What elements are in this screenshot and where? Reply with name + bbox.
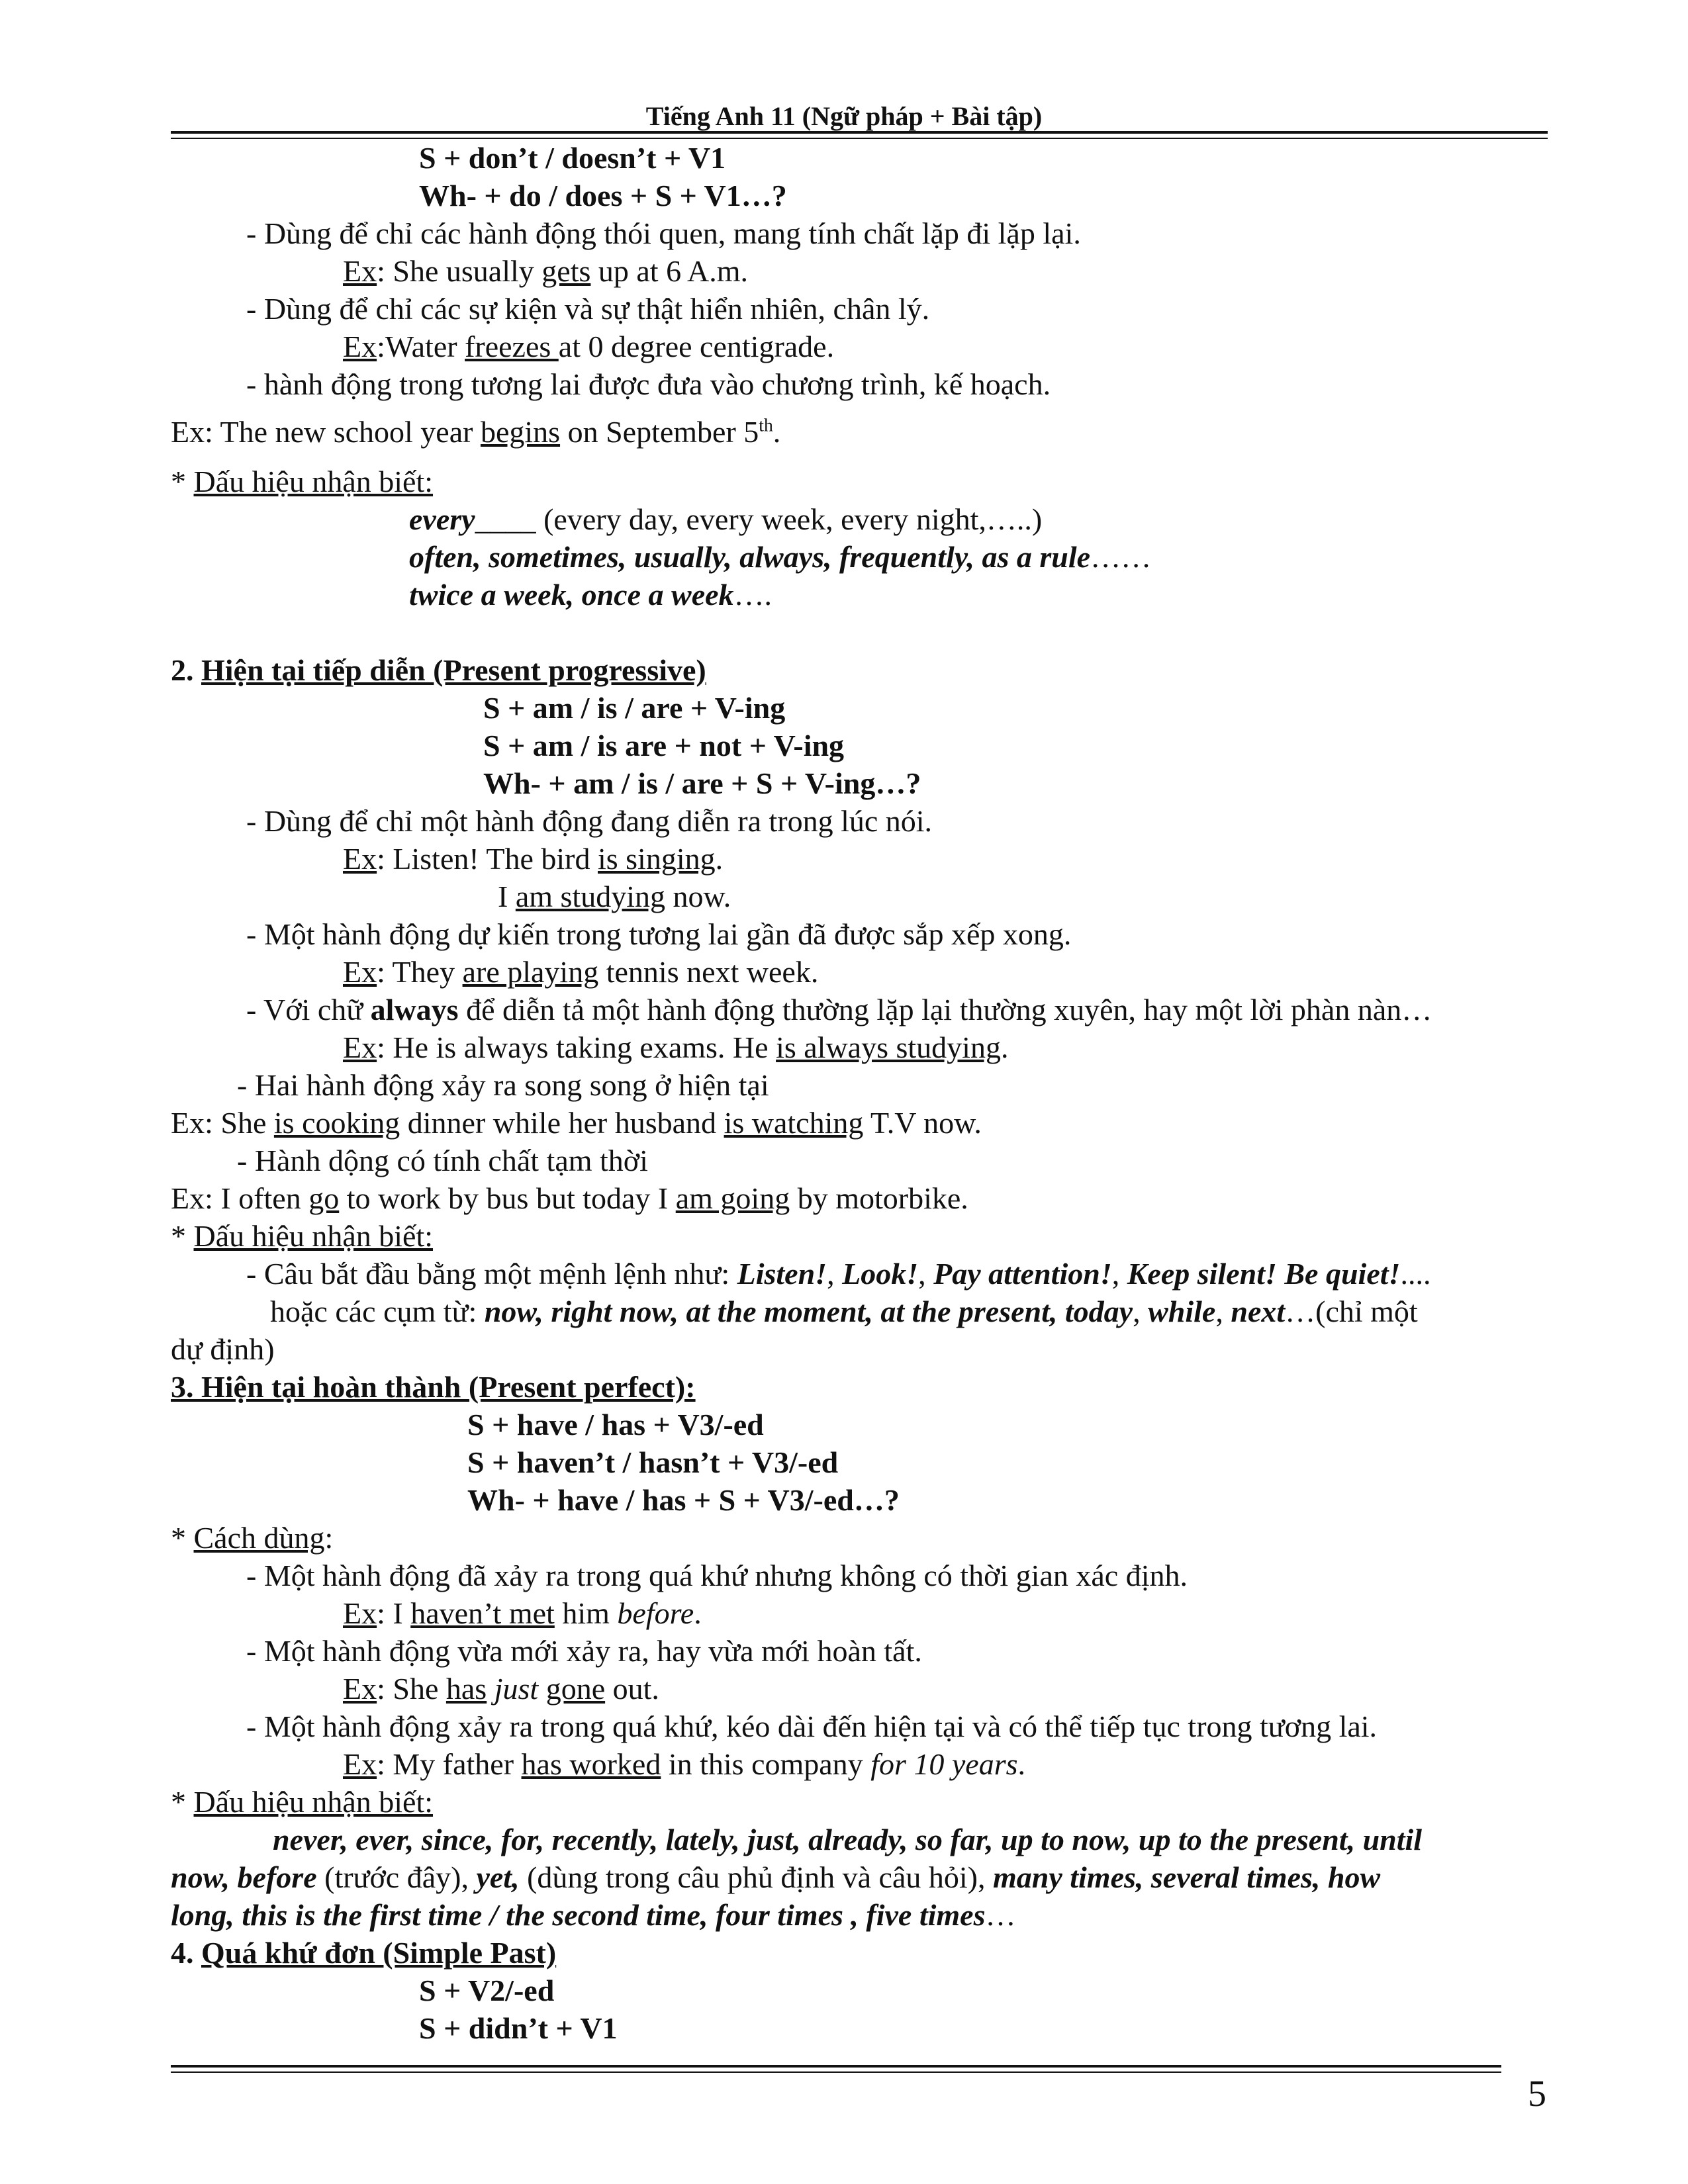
sign-line xyxy=(409,542,1151,572)
sign-line xyxy=(171,1900,1016,1931)
example-line xyxy=(343,1749,1025,1780)
sign-text: , xyxy=(827,1257,843,1291)
sign-keyword: Pay attention! xyxy=(933,1257,1112,1291)
usage-line: - Một hành động dự kiến trong tương lai gần đã được sắp xếp xong. xyxy=(246,917,1072,951)
sign-line xyxy=(409,504,1042,535)
example-verb: is watching xyxy=(724,1106,864,1140)
example-text: on September 5 xyxy=(560,415,759,449)
example-text: : I xyxy=(377,1596,411,1630)
example-text: :Water xyxy=(377,330,465,363)
signs-label: Dấu hiệu nhận biết: xyxy=(193,1785,434,1819)
sign-text: , xyxy=(1111,1257,1127,1291)
formula-question: Wh- + have / has + S + V3/-ed…? xyxy=(467,1483,900,1517)
superscript: th xyxy=(759,414,773,435)
sign-text: ____ (every day, every week, every night,…..) xyxy=(475,502,1043,536)
usage-keyword: always xyxy=(370,993,459,1026)
sign-text: - Câu bắt đầu bằng một mệnh lệnh như: xyxy=(246,1257,737,1291)
example-text: : She usually xyxy=(377,254,542,288)
section-title: 3. Hiện tại hoàn thành (Present perfect): xyxy=(171,1370,696,1404)
usage-line: - Dùng để chỉ một hành động đang diễn ra trong lúc nói. xyxy=(246,804,933,838)
footer-rule-thin xyxy=(171,2071,1501,2073)
usage-label: Cách dùng xyxy=(193,1521,325,1555)
example-text: to work by bus but today I xyxy=(339,1181,676,1215)
sign-keyword: while xyxy=(1148,1295,1216,1328)
example-text: tennis next week. xyxy=(598,955,819,989)
example-text: him xyxy=(554,1596,618,1630)
section-heading xyxy=(171,655,706,686)
example-text: : Listen! The bird xyxy=(377,842,598,876)
formula-negative: S + haven’t / hasn’t + V3/-ed xyxy=(467,1445,839,1479)
page-header: Tiếng Anh 11 (Ngữ pháp + Bài tập) xyxy=(645,101,1043,131)
sign-text: , xyxy=(1133,1295,1149,1328)
example-text: . xyxy=(715,842,724,876)
example-line xyxy=(343,1032,1008,1063)
header-rule xyxy=(171,131,1548,134)
sign-keyword: twice a week, once a week xyxy=(409,578,734,612)
usage-line: - Dùng để chỉ các sự kiện và sự thật hiển nhiên, chân lý. xyxy=(246,292,930,326)
example-label: Ex xyxy=(343,955,377,989)
usage-text: để diễn tả một hành động thường lặp lại thường xuyên, hay một lời phàn nàn… xyxy=(458,993,1432,1026)
example-line xyxy=(343,256,748,287)
example-verb: am going xyxy=(675,1181,790,1215)
sign-text: …… xyxy=(1090,540,1152,574)
example-text: T.V now. xyxy=(863,1106,982,1140)
usage-colon: : xyxy=(324,1521,334,1555)
example-label: Ex xyxy=(343,330,377,363)
signs-label: Dấu hiệu nhận biết: xyxy=(193,1219,434,1253)
sign-line xyxy=(270,1297,1418,1327)
example-label: Ex xyxy=(343,1747,377,1781)
usage-text: - Với chữ xyxy=(246,993,371,1026)
example-line xyxy=(343,1674,659,1704)
sign-line xyxy=(246,1259,1430,1289)
usage-line: - Hai hành động xảy ra song song ở hiện tại xyxy=(237,1068,769,1102)
sign-line: never, ever, since, for, recently, lately, just, already, so far, up to now, up to the present, until xyxy=(273,1823,1423,1856)
header-rule-thin xyxy=(171,138,1548,139)
sign-text: , xyxy=(918,1257,934,1291)
sign-keyword: every xyxy=(409,502,475,536)
example-text: Ex: The new school year xyxy=(171,415,481,449)
sign-line xyxy=(409,580,772,610)
example-label: Ex xyxy=(343,254,377,288)
section-title: Quá khứ đơn (Simple Past) xyxy=(201,1936,557,1970)
example-verb: gets xyxy=(541,254,591,288)
example-adverb: for 10 years xyxy=(870,1747,1018,1781)
example-line xyxy=(171,1108,982,1138)
sign-keyword: yet, xyxy=(476,1860,520,1894)
usage-line xyxy=(246,995,1432,1025)
example-line xyxy=(171,414,781,449)
sign-keyword: next xyxy=(1231,1295,1286,1328)
signs-heading: * Dấu hiệu nhận biết: xyxy=(171,1785,434,1819)
example-verb: gone xyxy=(545,1672,606,1706)
example-verb: has xyxy=(445,1672,487,1706)
sign-keyword: now, right now, at the moment, at the present, today xyxy=(484,1295,1133,1328)
example-text: . xyxy=(694,1596,702,1630)
signs-heading: * Dấu hiệu nhận biết: xyxy=(171,1219,434,1253)
sign-text: …(chỉ một xyxy=(1285,1295,1418,1328)
sign-keyword: Look! xyxy=(842,1257,919,1291)
sign-keyword: Keep silent! Be quiet! xyxy=(1127,1257,1401,1291)
example-text: in this company xyxy=(661,1747,871,1781)
page-number: 5 xyxy=(1528,2073,1546,2115)
sign-text: hoặc các cụm từ: xyxy=(270,1295,485,1328)
example-text: Ex: I often xyxy=(171,1181,309,1215)
usage-line: - Hành dộng có tính chất tạm thời xyxy=(237,1144,648,1177)
sign-text: (dùng trong câu phủ định và câu hỏi), xyxy=(519,1860,993,1894)
sign-text: (trước đây), xyxy=(316,1860,477,1894)
example-label: Ex xyxy=(343,1596,377,1630)
example-text: out. xyxy=(605,1672,659,1706)
footer-rule xyxy=(171,2065,1501,2068)
signs-heading: * Dấu hiệu nhận biết: xyxy=(171,465,434,498)
example-line xyxy=(498,882,731,912)
sign-keyword: many times, several times, how xyxy=(992,1860,1381,1894)
sign-keyword: often, sometimes, usually, always, frequently, as a rule xyxy=(409,540,1091,574)
formula-affirmative: S + am / is / are + V-ing xyxy=(483,691,786,725)
usage-heading: * Cách dùng: xyxy=(171,1521,334,1555)
example-line xyxy=(343,332,834,362)
formula-affirmative: S + V2/-ed xyxy=(419,1974,555,2007)
formula-question: Wh- + do / does + S + V1…? xyxy=(419,179,787,212)
formula-negative: S + don’t / doesn’t + V1 xyxy=(419,141,726,175)
signs-label: Dấu hiệu nhận biết: xyxy=(193,465,434,498)
example-text: : My father xyxy=(377,1747,522,1781)
example-adverb: before xyxy=(617,1596,694,1630)
example-line xyxy=(343,957,818,987)
example-text: . xyxy=(773,415,781,449)
example-verb: freezes xyxy=(465,330,559,363)
example-text: dinner while her husband xyxy=(400,1106,724,1140)
example-verb: is singing xyxy=(597,842,716,876)
example-verb: is always studying xyxy=(776,1030,1001,1064)
example-text: now. xyxy=(665,880,731,913)
sign-keyword: Listen! xyxy=(737,1257,827,1291)
sign-line: dự định) xyxy=(171,1332,275,1366)
example-text: : He is always taking exams. He xyxy=(377,1030,776,1064)
sign-keyword: long, this is the first time / the second time, four times , five times xyxy=(171,1898,986,1932)
example-line xyxy=(171,1183,968,1214)
formula-question: Wh- + am / is / are + S + V-ing…? xyxy=(483,766,921,800)
section-heading xyxy=(171,1938,556,1968)
example-line xyxy=(343,1598,702,1629)
example-verb: go xyxy=(308,1181,340,1215)
usage-line: - hành động trong tương lai được đưa vào chương trình, kế hoạch. xyxy=(246,367,1051,401)
example-label: Ex xyxy=(343,1030,377,1064)
example-label: Ex xyxy=(343,842,377,876)
sign-text: …. xyxy=(733,578,773,612)
sign-text: … xyxy=(985,1898,1016,1932)
example-verb: am studying xyxy=(515,880,665,913)
example-text: Ex: She xyxy=(171,1106,274,1140)
formula-negative: S + didn’t + V1 xyxy=(419,2011,618,2045)
usage-line: - Một hành động vừa mới xảy ra, hay vừa mới hoàn tất. xyxy=(246,1634,922,1668)
example-text: . xyxy=(1017,1747,1026,1781)
section-number: 4. xyxy=(171,1936,201,1970)
formula-negative: S + am / is are + not + V-ing xyxy=(483,729,845,762)
example-text: I xyxy=(498,880,516,913)
section-number: 2. xyxy=(171,653,201,687)
example-label: Ex xyxy=(343,1672,377,1706)
example-line xyxy=(343,844,723,874)
example-text: by motorbike. xyxy=(790,1181,968,1215)
example-text: at 0 degree centigrade. xyxy=(558,330,835,363)
usage-line: - Một hành động đã xảy ra trong quá khứ nhưng không có thời gian xác định. xyxy=(246,1559,1188,1592)
example-text: : She xyxy=(377,1672,446,1706)
example-verb: is cooking xyxy=(273,1106,400,1140)
usage-line: - Dùng để chỉ các hành động thói quen, mang tính chất lặp đi lặp lại. xyxy=(246,216,1081,250)
example-verb: are playing xyxy=(462,955,599,989)
example-text: up at 6 A.m. xyxy=(590,254,749,288)
formula-affirmative: S + have / has + V3/-ed xyxy=(467,1408,764,1441)
sign-line xyxy=(171,1862,1380,1893)
example-verb: haven’t met xyxy=(410,1596,555,1630)
sign-keyword: now, before xyxy=(171,1860,317,1894)
sign-text: .... xyxy=(1400,1257,1431,1291)
usage-line: - Một hành động xảy ra trong quá khứ, kéo dài đến hiện tại và có thể tiếp tục trong tương lai. xyxy=(246,1709,1378,1743)
example-adverb: just xyxy=(487,1672,546,1706)
example-verb: begins xyxy=(480,415,561,449)
example-text: . xyxy=(1000,1030,1009,1064)
sign-text: , xyxy=(1215,1295,1231,1328)
example-verb: has worked xyxy=(521,1747,661,1781)
example-text: : They xyxy=(377,955,463,989)
section-title: Hiện tại tiếp diễn (Present progressive) xyxy=(201,653,706,687)
